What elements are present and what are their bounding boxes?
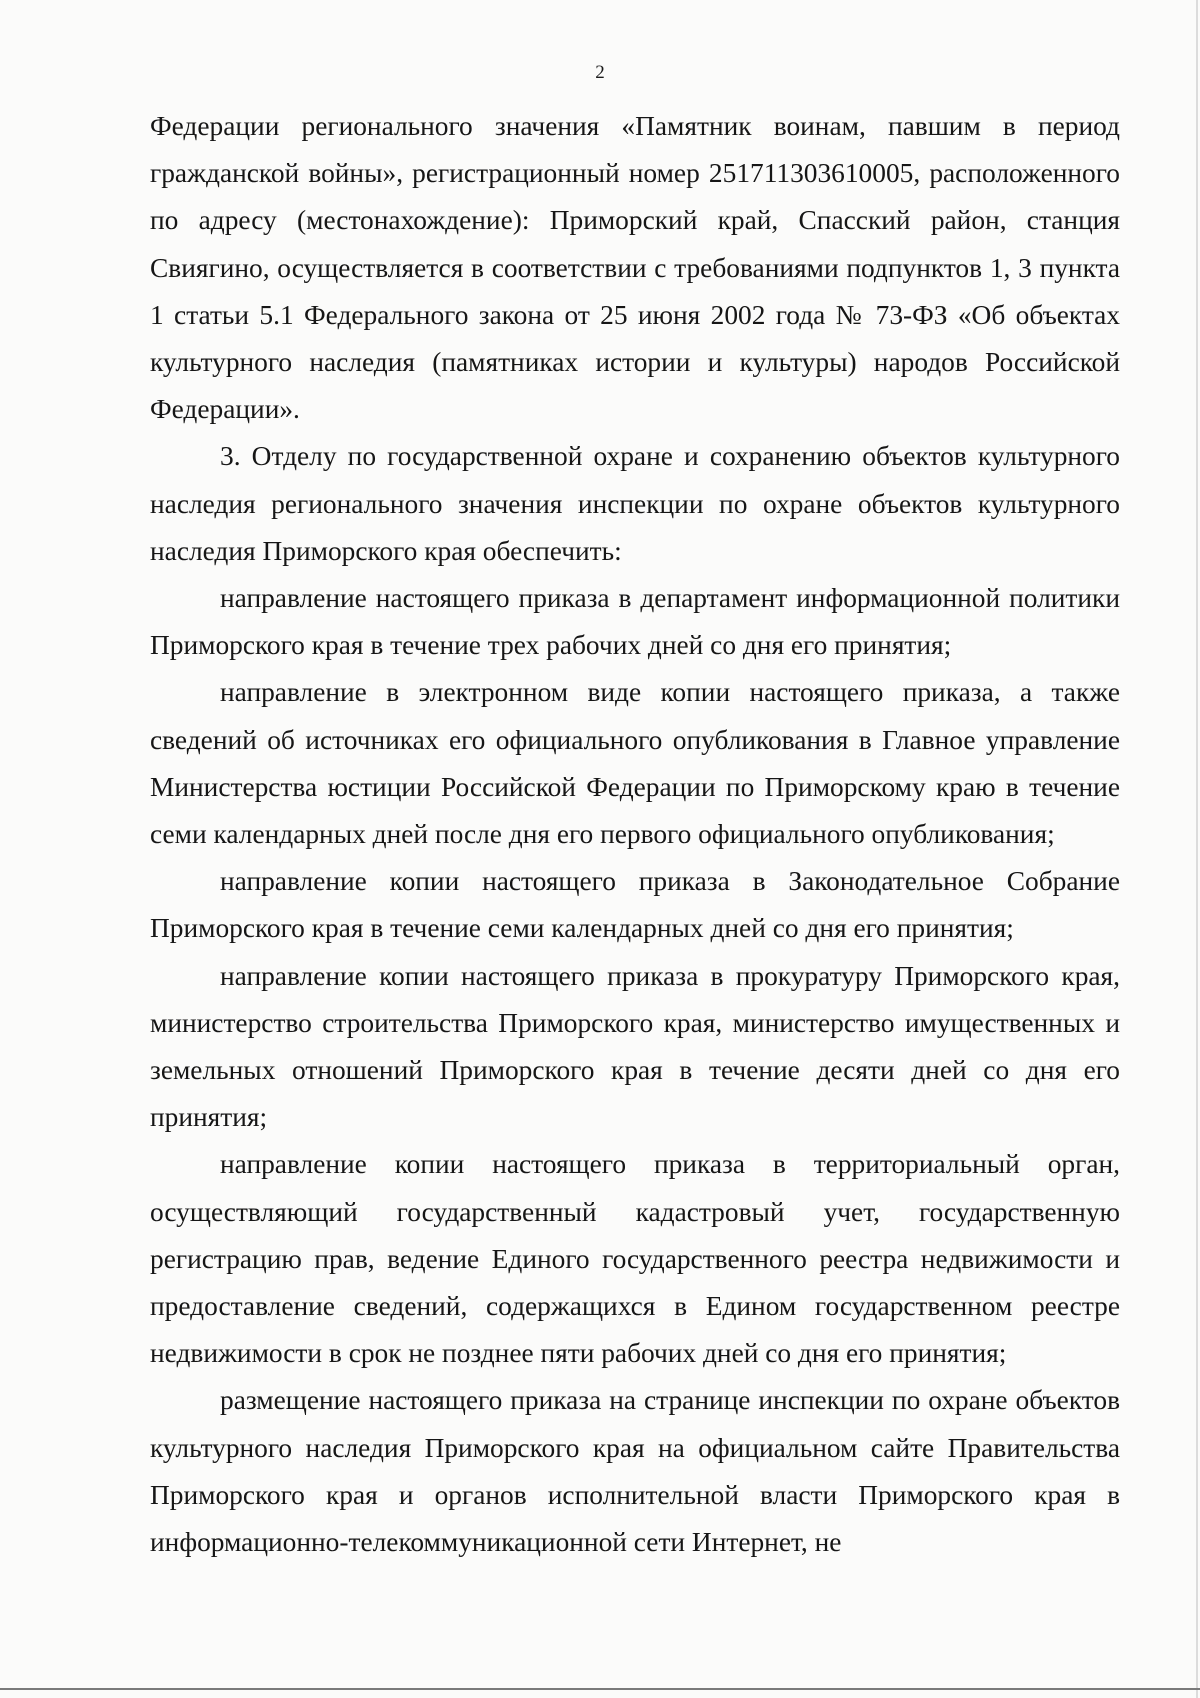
- paragraph-dept-info-policy: направление настоящего приказа в департамент информационной политики Приморского края в течение трех рабочих дней со дня его принятия;: [150, 583, 1120, 661]
- page-bottom-line: [0, 1688, 1200, 1690]
- paragraph-continuation: Федерации регионального значения «Памятник воинам, павшим в период гражданской войны», регистрационный номер 251711303610005, расположенного по адресу (местонахождение): Приморский край, Спасский район, станция Свиягино, осуществляется в соответствии с требованиями подпунктов 1, 3 пункта 1 статьи 5.1 Федерального закона от 25 июня 2002 года № 73-ФЗ «Об объектах культурного наследия (памятниках истории и культуры) народов Российской Федерации».: [150, 111, 1120, 425]
- paragraph-website-publication: размещение настоящего приказа на странице инспекции по охране объектов культурного наследия Приморского края на официальном сайте Правительства Приморского края и органов исполнительной власти Приморского края в информационно-телекоммуникационной сети Интернет, не: [150, 1385, 1120, 1558]
- paragraph-prosecutor: направление копии настоящего приказа в прокуратуру Приморского края, министерство строительства Приморского края, министерство имущественных и земельных отношений Приморского края в течение десяти дней со дня его принятия;: [150, 960, 1120, 1133]
- page-edge-line: [1196, 0, 1198, 1698]
- paragraph-legislative-assembly: направление копии настоящего приказа в Законодательное Собрание Приморского края в течение семи календарных дней со дня его принятия;: [150, 866, 1120, 944]
- page-number: 2: [595, 62, 605, 83]
- paragraph-ministry-justice: направление в электронном виде копии настоящего приказа, а также сведений об источниках его официального опубликования в Главное управление Министерства юстиции Российской Федерации по Приморскому краю в течение семи календарных дней после дня его первого официального опубликования;: [150, 677, 1120, 850]
- paragraph-cadastral-registry: направление копии настоящего приказа в территориальный орган, осуществляющий государственный кадастровый учет, государственную регистрацию прав, ведение Единого государственного реестра недвижимости и предоставление сведений, содержащихся в Едином государственном реестре недвижимости в срок не позднее пяти рабочих дней со дня его принятия;: [150, 1149, 1120, 1369]
- paragraph-item-3: 3. Отделу по государственной охране и сохранению объектов культурного наследия регионального значения инспекции по охране объектов культурного наследия Приморского края обеспечить:: [150, 441, 1120, 566]
- document-body: [150, 103, 1120, 1566]
